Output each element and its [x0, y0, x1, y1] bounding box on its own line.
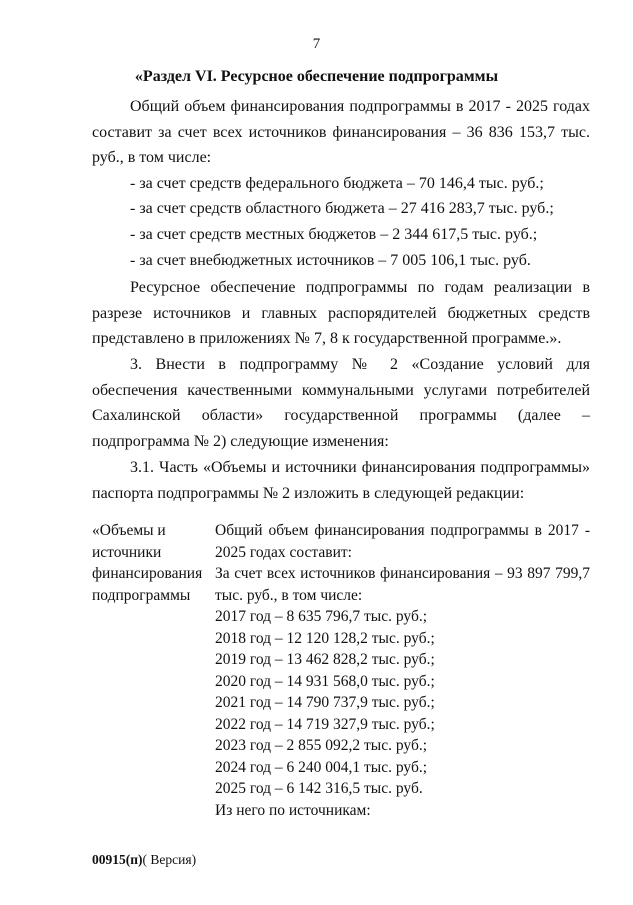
label-line: финансирования — [92, 565, 203, 582]
year-amount-row: 2023 год – 2 855 092,2 тыс. руб.; — [215, 737, 428, 754]
year-amount-row: 2019 год – 13 462 828,2 тыс. руб.; — [215, 651, 435, 668]
document-footer — [92, 852, 196, 868]
table-intro-total: Общий объем финансирования подпрограммы в 2017 - 2025 годах составит: — [215, 522, 590, 561]
year-amount-row: 2020 год – 14 931 568,0 тыс. руб.; — [215, 672, 435, 690]
passport-table-content — [215, 520, 590, 821]
passport-table-label — [92, 520, 212, 606]
document-code: 00915(п) — [92, 852, 143, 867]
page-number: 7 — [312, 36, 321, 52]
label-line: источники — [92, 543, 162, 561]
paragraph-amendment-3: 3. Внести в подпрограмму № 2 «Создание условий для обеспечения качественными коммунальными услугами потребителей Сахалинской области» государственной программы (далее – подпрограмма № 2) следующие изменения: — [92, 356, 590, 450]
table-outro: Из него по источникам: — [215, 801, 371, 819]
year-amount-row: 2025 год – 6 142 316,5 тыс. руб. — [215, 780, 423, 797]
label-line: «Объемы и — [92, 522, 166, 539]
section-heading: «Раздел VI. Ресурсное обеспечение подпрограммы — [134, 68, 499, 85]
year-amount-row: 2024 год – 6 240 004,1 тыс. руб.; — [215, 758, 428, 776]
source-item-federal: - за счет средств федерального бюджета – 70 146,4 тыс. руб.; — [130, 175, 544, 192]
document-version: ( Версия) — [142, 852, 197, 867]
paragraph-total-funding: Общий объем финансирования подпрограммы в 2017 - 2025 годах составит за счет всех источников финансирования – 36 836 153,7 тыс. руб., в том числе: — [92, 98, 590, 166]
label-line: подпрограммы — [92, 586, 191, 604]
source-item-local: - за счет средств местных бюджетов – 2 344 617,5 тыс. руб.; — [130, 226, 538, 243]
source-item-extrabudgetary: - за счет внебюджетных источников – 7 005 106,1 тыс. руб. — [130, 252, 531, 269]
year-amount-row: 2022 год – 14 719 327,9 тыс. руб.; — [215, 715, 435, 733]
table-intro-all-sources: За счет всех источников финансирования – 93 897 799,7 тыс. руб., в том числе: — [215, 565, 590, 604]
source-item-regional: - за счет средств областного бюджета – 27 416 283,7 тыс. руб.; — [130, 200, 554, 217]
year-amount-row: 2021 год – 14 790 737,9 тыс. руб.; — [215, 694, 435, 711]
paragraph-amendment-3-1: 3.1. Часть «Объемы и источники финансирования подпрограммы» паспорта подпрограммы № 2 изложить в следующей редакции: — [92, 459, 590, 502]
paragraph-resource-provision: Ресурсное обеспечение подпрограммы по годам реализации в разрезе источников и главных распорядителей бюджетных средств представлено в приложениях № 7, 8 к государственной программе.». — [92, 279, 590, 347]
year-amount-row: 2018 год – 12 120 128,2 тыс. руб.; — [215, 629, 435, 647]
year-amount-row: 2017 год – 8 635 796,7 тыс. руб.; — [215, 608, 428, 625]
